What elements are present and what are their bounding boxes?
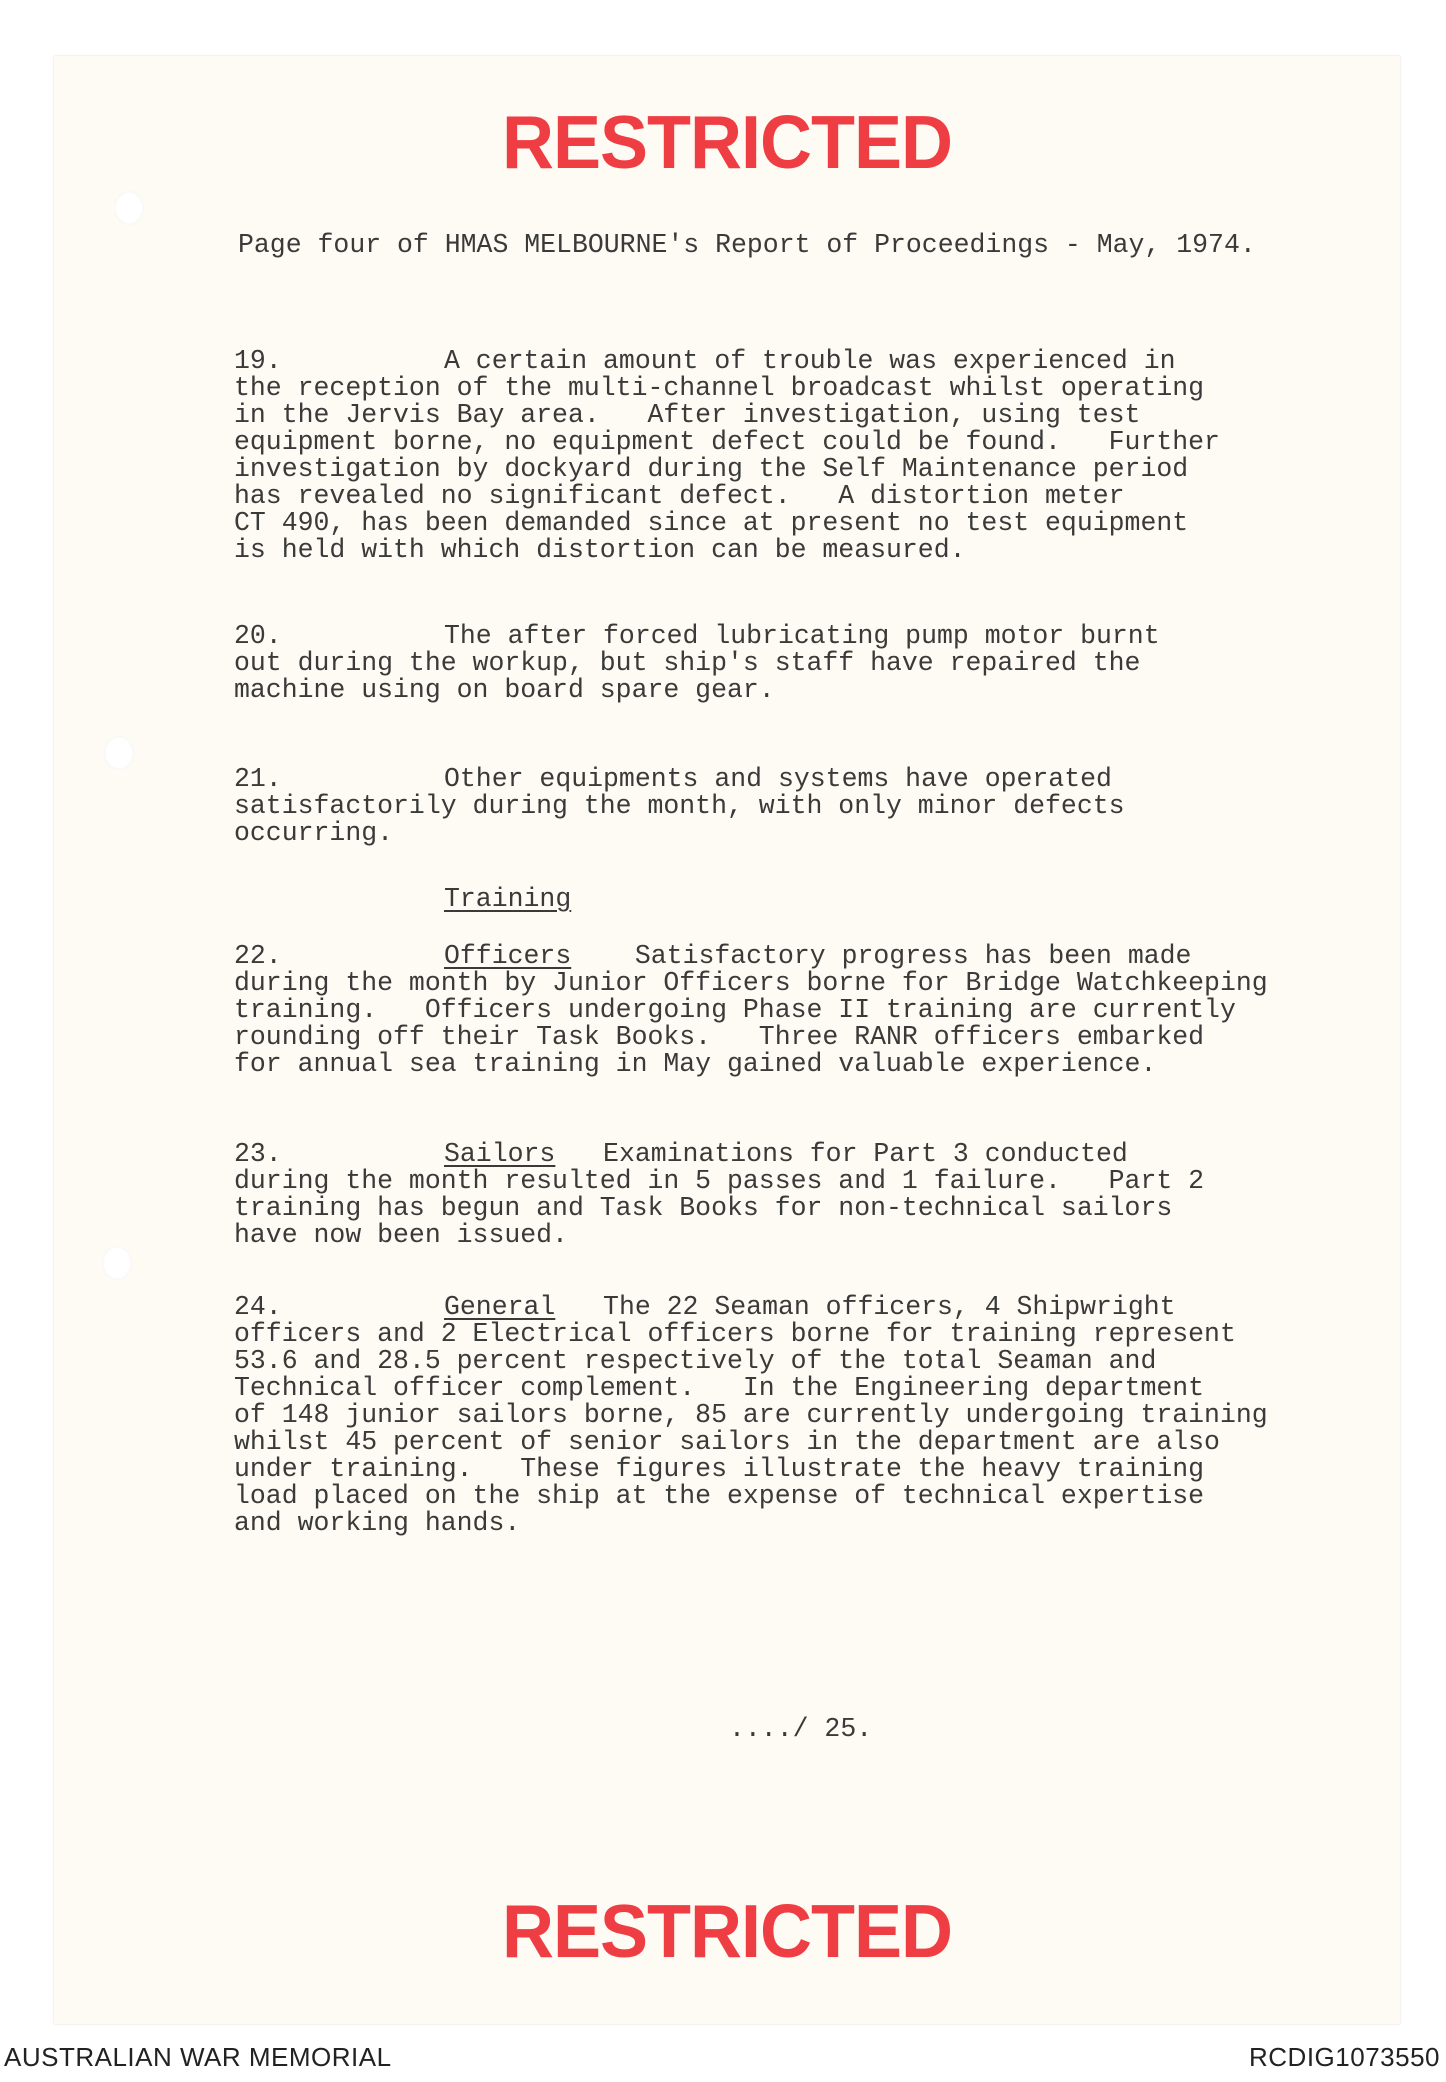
paragraph-number: 19. xyxy=(234,346,282,376)
punch-hole xyxy=(104,736,134,770)
subheading-sailors: Sailors xyxy=(444,1139,556,1169)
paragraph-20: 20. The after forced lubricating pump motor burnt out during the workup, but ship's staff have repaired the machine using on board spare gear. xyxy=(234,621,1160,705)
subheading-general: General xyxy=(444,1292,556,1322)
paragraph-number: 23. xyxy=(234,1139,282,1169)
paragraph-21: 21. Other equipments and systems have operated satisfactorily during the month, with only minor defects occurring. xyxy=(234,764,1125,848)
training-heading: Training xyxy=(444,884,572,914)
restricted-stamp-top: RESTRICTED xyxy=(501,101,953,185)
footer-source: AUSTRALIAN WAR MEMORIAL xyxy=(4,2042,392,2072)
paragraph-24: 24. General The 22 Seaman officers, 4 Shipwright officers and 2 Electrical officers borne for training represent 53.6 and 28.5 percent respectively of the total Seaman and Technical officer complement. In the Engineering department of 148 junior sailors borne, 85 are currently undergoing training whilst 45 percent of senior sailors in the department are also under training. These figures illustrate the heavy training load placed on the ship at the expense of technical expertise and working hands. xyxy=(234,1292,1268,1538)
page-header: Page four of HMAS MELBOURNE's Report of Proceedings - May, 1974. xyxy=(238,230,1256,260)
restricted-stamp-bottom: RESTRICTED xyxy=(501,1890,953,1974)
continuation-marker: ..../ 25. xyxy=(729,1714,873,1744)
paragraph-number: 22. xyxy=(234,941,282,971)
paragraph-number: 20. xyxy=(234,621,282,651)
subheading-officers: Officers xyxy=(444,941,572,971)
paragraph-number: 21. xyxy=(234,764,282,794)
punch-hole xyxy=(102,1246,132,1280)
punch-hole xyxy=(114,191,144,225)
footer-record-id: RCDIG1073550 xyxy=(1249,2042,1440,2072)
paragraph-number: 24. xyxy=(234,1292,282,1322)
paragraph-22: 22. Officers Satisfactory progress has been made during the month by Junior Officers borne for Bridge Watchkeeping training. Officers undergoing Phase II training are currently rounding off their Task Books. Three RANR officers embarked for annual sea training in May gained valuable experience. xyxy=(234,941,1268,1079)
paragraph-19: 19. A certain amount of trouble was experienced in the reception of the multi-channel broadcast whilst operating in the Jervis Bay area. After investigation, using test equipment borne, no equipment defect could be found. Further investigation by dockyard during the Self Maintenance period has revealed no significant defect. A distortion meter CT 490, has been demanded since at present no test equipment is held with which distortion can be measured. xyxy=(234,346,1220,565)
document-page xyxy=(54,56,1400,2024)
paragraph-23: 23. Sailors Examinations for Part 3 conducted during the month resulted in 5 passes and 1 failure. Part 2 training has begun and Task Books for non-technical sailors have now been issued. xyxy=(234,1139,1205,1250)
